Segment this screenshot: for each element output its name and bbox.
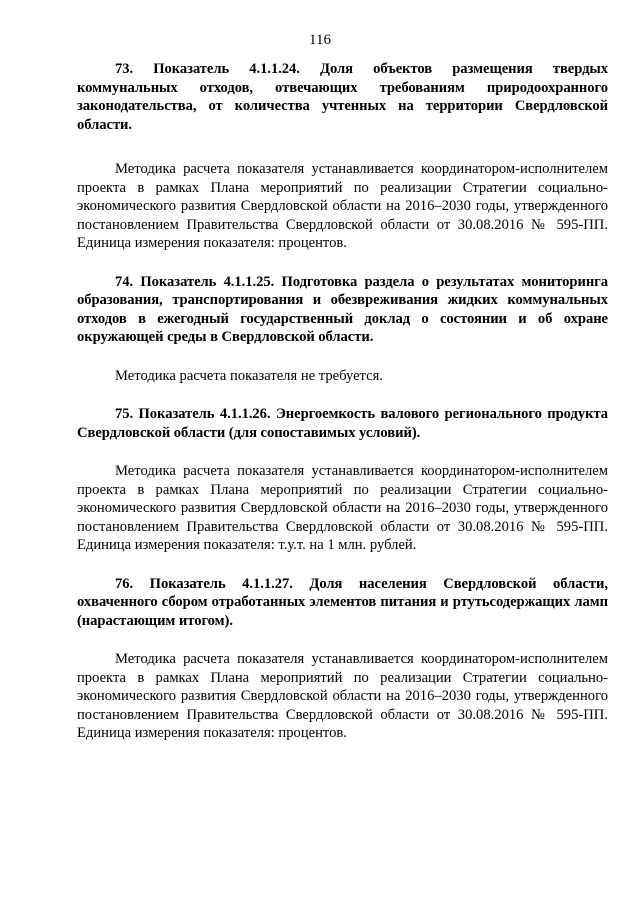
section-73-method: Методика расчета показателя устанавливается координатором-исполнителем проекта в рамках Плана мероприятий по реализации Стратегии социально-экономического развития Свердловской области на 2016–2030 годы, утвержденного постановлением Правительства Свердловской области от 30.08.2016 № 595-ПП. Единица измерения показателя: процентов.: [77, 161, 608, 251]
section-76-heading: 76. Показатель 4.1.1.27. Доля населения Свердловской области, охваченного сбором отработанных элементов питания и ртутьсодержащих ламп (нарастающим итогом).: [77, 575, 608, 629]
document-body: [77, 60, 608, 743]
page-number: 116: [309, 32, 331, 48]
section-75-heading: 75. Показатель 4.1.1.26. Энергоемкость валового регионального продукта Свердловской области (для сопоставимых условий).: [77, 406, 608, 441]
section-73-heading: 73. Показатель 4.1.1.24. Доля объектов размещения твердых коммунальных отходов, отвечающих требованиям природоохранного законодательства, от количества учтенных на территории Свердловской области.: [77, 61, 608, 133]
section-75-method: Методика расчета показателя устанавливается координатором-исполнителем проекта в рамках Плана мероприятий по реализации Стратегии социально-экономического развития Свердловской области на 2016–2030 годы, утвержденного постановлением Правительства Свердловской области от 30.08.2016 № 595-ПП. Единица измерения показателя: т.у.т. на 1 млн. рублей.: [77, 463, 608, 553]
section-76-method: Методика расчета показателя устанавливается координатором-исполнителем проекта в рамках Плана мероприятий по реализации Стратегии социально-экономического развития Свердловской области на 2016–2030 годы, утвержденного постановлением Правительства Свердловской области от 30.08.2016 № 595-ПП. Единица измерения показателя: процентов.: [77, 651, 608, 741]
section-74-method: Методика расчета показателя не требуется.: [115, 367, 383, 384]
section-74-heading: 74. Показатель 4.1.1.25. Подготовка раздела о результатах мониторинга образования, транспортирования и обезвреживания жидких коммунальных отходов в ежегодный государственный доклад о состоянии и об охране окружающей среды в Свердловской области.: [77, 273, 608, 345]
